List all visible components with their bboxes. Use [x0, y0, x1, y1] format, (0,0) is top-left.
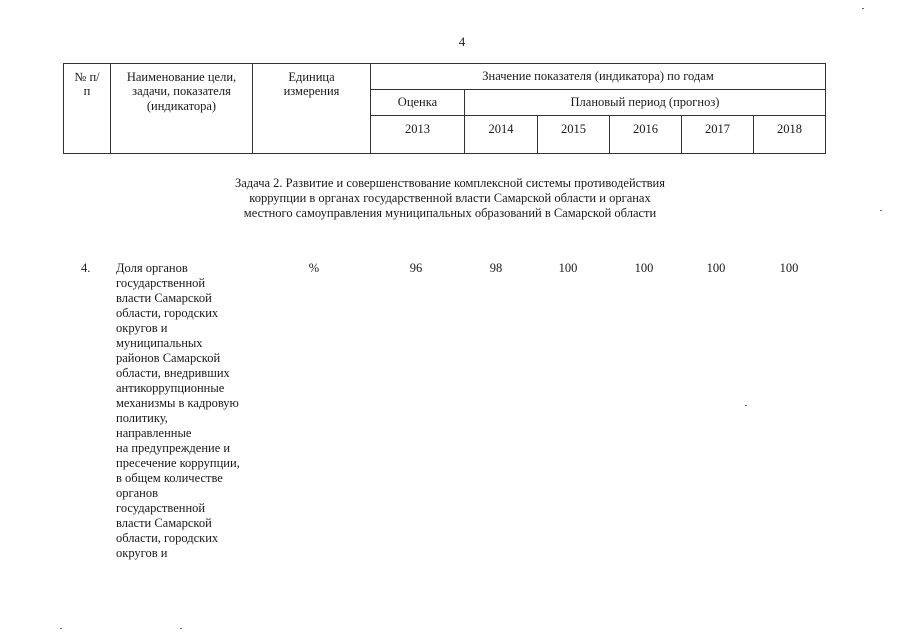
indicator-name-line: округов и [116, 546, 168, 560]
header-name-cell: Наименование цели, задачи, показателя (индикатора) [111, 64, 253, 154]
indicator-name-line: области, городских [116, 531, 219, 545]
indicator-name-line: политику, [116, 411, 168, 425]
header-year-cell: 2018 [754, 116, 826, 154]
indicator-unit: % [308, 261, 320, 275]
indicator-name-line: в общем количестве [116, 471, 223, 485]
value-2013: 96 [409, 261, 423, 275]
indicator-name-line: районов Самарской [116, 351, 221, 365]
header-year-cell: 2013 [371, 116, 465, 154]
page-number: 4 [458, 34, 466, 49]
value-2015: 100 [558, 261, 578, 275]
value-2018: 100 [779, 261, 799, 275]
row-number: 4. [81, 261, 91, 275]
indicator-name-line: области, внедривших [116, 366, 230, 380]
scan-speck [862, 8, 864, 9]
indicator-name [116, 261, 256, 561]
header-unit-cell: Единица измерения [253, 64, 371, 154]
indicator-name-line: власти Самарской [116, 516, 212, 530]
indicator-name-line: на предупреждение и [116, 441, 231, 455]
scan-speck [880, 210, 882, 211]
value-2017: 100 [706, 261, 726, 275]
header-num-cell: № п/п [64, 64, 111, 154]
header-values-cell: Значение показателя (индикатора) по годам [371, 64, 826, 90]
indicator-header-table [63, 63, 826, 154]
indicator-name-line: механизмы в кадровую [116, 396, 239, 410]
header-year-cell: 2015 [538, 116, 610, 154]
scan-speck [60, 628, 62, 629]
value-2016: 100 [634, 261, 654, 275]
indicator-name-line: области, городских [116, 306, 219, 320]
indicator-name-line: власти Самарской [116, 291, 212, 305]
header-year-cell: 2016 [610, 116, 682, 154]
header-year-cell: 2014 [465, 116, 538, 154]
value-2014: 98 [489, 261, 503, 275]
header-estimate-cell: Оценка [371, 90, 465, 116]
indicator-name-line: государственной [116, 276, 206, 290]
scan-speck [745, 405, 747, 406]
indicator-name-line: муниципальных [116, 336, 203, 350]
indicator-name-line: округов и [116, 321, 168, 335]
indicator-name-line: Доля органов [116, 261, 188, 275]
indicator-name-line: антикоррупционные [116, 381, 225, 395]
task-title: Задача 2. Развитие и совершенствование комплексной системы противодействия коррупции в органах государственной власти Самарской области и органах местного самоуправления муниципальных образований в Самарской области [234, 176, 665, 220]
indicator-name-line: государственной [116, 501, 206, 515]
indicator-name-line: направленные [116, 426, 192, 440]
indicator-name-line: органов [116, 486, 159, 500]
header-year-cell: 2017 [682, 116, 754, 154]
header-forecast-cell: Плановый период (прогноз) [465, 90, 826, 116]
scan-speck [180, 628, 182, 629]
indicator-name-line: пресечение коррупции, [116, 456, 240, 470]
